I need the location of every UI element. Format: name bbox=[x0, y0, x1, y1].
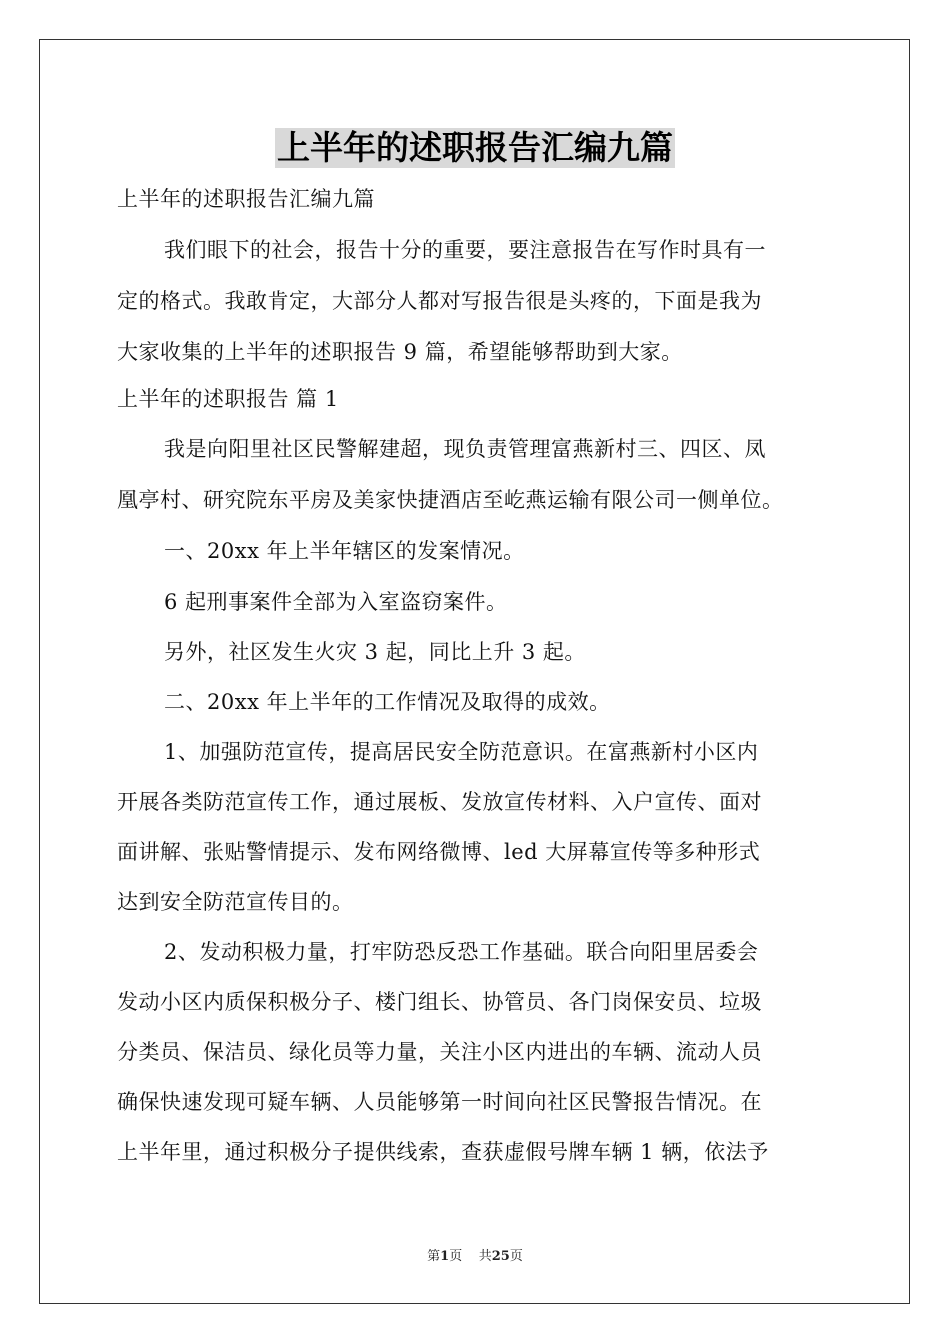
footer-prefix: 第 bbox=[427, 1249, 441, 1264]
section-heading: 上半年的述职报告 篇 1 bbox=[117, 387, 339, 411]
total-page-count: 25 bbox=[491, 1249, 510, 1264]
paragraph-line: 面讲解、张贴警情提示、发布网络微博、led 大屏幕宣传等多种形式 bbox=[117, 840, 761, 864]
paragraph-line: 另外，社区发生火灾 3 起，同比上升 3 起。 bbox=[164, 640, 586, 664]
paragraph-line: 我是向阳里社区民警解建超，现负责管理富燕新村三、四区、凤 bbox=[164, 437, 766, 461]
paragraph-line: 开展各类防范宣传工作，通过展板、发放宣传材料、入户宣传、面对 bbox=[117, 790, 762, 814]
paragraph-line: 大家收集的上半年的述职报告 9 篇，希望能够帮助到大家。 bbox=[117, 340, 683, 364]
footer-suffix: 页 bbox=[509, 1249, 523, 1264]
paragraph-line: 达到安全防范宣传目的。 bbox=[117, 890, 354, 914]
paragraph-line: 6 起刑事案件全部为入室盗窃案件。 bbox=[164, 590, 508, 614]
paragraph-line: 定的格式。我敢肯定，大部分人都对写报告很是头疼的，下面是我为 bbox=[117, 289, 762, 313]
paragraph-line: 分类员、保洁员、绿化员等力量，关注小区内进出的车辆、流动人员 bbox=[117, 1040, 762, 1064]
paragraph-line: 2、发动积极力量，打牢防恐反恐工作基础。联合向阳里居委会 bbox=[164, 940, 759, 964]
title-container bbox=[0, 128, 950, 168]
footer-middle: 页 共 bbox=[449, 1249, 492, 1264]
paragraph-line: 上半年里，通过积极分子提供线索，查获虚假号牌车辆 1 辆，依法予 bbox=[117, 1140, 769, 1164]
paragraph-line: 一、20xx 年上半年辖区的发案情况。 bbox=[164, 539, 525, 563]
paragraph-line: 确保快速发现可疑车辆、人员能够第一时间向社区民警报告情况。在 bbox=[117, 1090, 762, 1114]
current-page-number: 1 bbox=[440, 1249, 450, 1264]
text-line: 上半年的述职报告汇编九篇 bbox=[117, 187, 375, 211]
paragraph-line: 1、加强防范宣传，提高居民安全防范意识。在富燕新村小区内 bbox=[164, 740, 759, 764]
paragraph-line: 发动小区内质保积极分子、楼门组长、协管员、各门岗保安员、垃圾 bbox=[117, 990, 762, 1014]
document-title: 上半年的述职报告汇编九篇 bbox=[277, 128, 673, 167]
paragraph-line: 二、20xx 年上半年的工作情况及取得的成效。 bbox=[164, 690, 611, 714]
page-footer bbox=[0, 1248, 950, 1266]
paragraph-line: 我们眼下的社会，报告十分的重要，要注意报告在写作时具有一 bbox=[164, 238, 766, 262]
paragraph-line: 凰亭村、研究院东平房及美家快捷酒店至屹燕运输有限公司一侧单位。 bbox=[117, 488, 784, 512]
